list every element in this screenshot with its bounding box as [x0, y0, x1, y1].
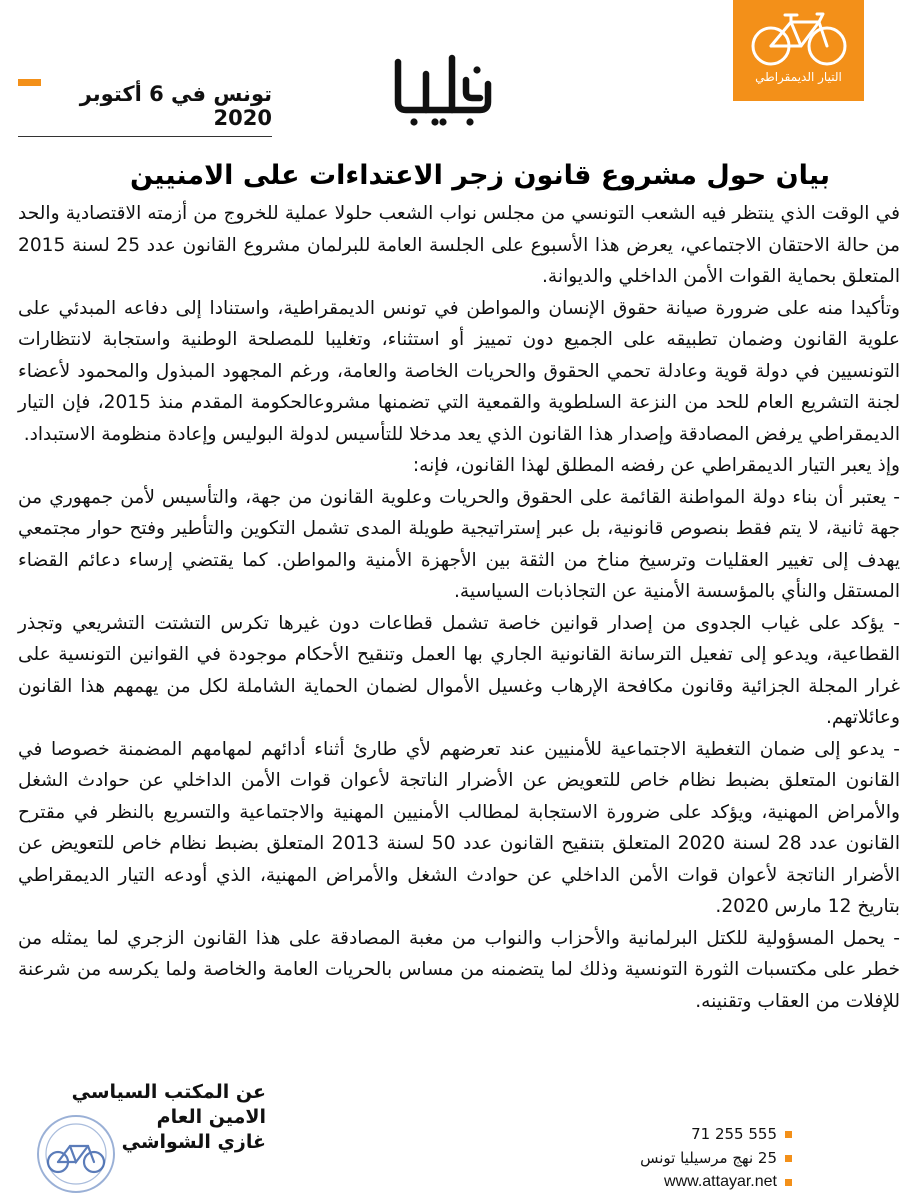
signature-role: الامين العام [156, 1106, 266, 1128]
website-link[interactable]: www.attayar.net [664, 1173, 777, 1190]
party-logo [733, 0, 864, 101]
address-text: 25 نهج مرسيليا تونس [640, 1149, 777, 1167]
contact-address [560, 1146, 792, 1170]
paragraph-point-4: - يحمل المسؤولية للكتل البرلمانية والأحزاب والنواب من مغبة المصادقة على هذا القانون الزجري لما يمثله من خطر على مكتسبات الثورة التونسية وذلك لما يتضمنه من مساس بالحريات العامة والخاصة ولما يكرسه من شرعنة للإفلات من العقاب وتقنينه. [18, 927, 900, 1012]
signature-block [26, 1080, 266, 1155]
phone-number: 71 255 555 [691, 1125, 777, 1143]
page-title: بيان حول مشروع قانون زجر الاعتداءات على الامنيين [130, 160, 830, 191]
paragraph-point-3: - يدعو إلى ضمان التغطية الاجتماعية للأمنيين عند تعرضهم لأي طارئ أثناء أدائهم لمهامهم المضمنة خصوصا في القانون المتعلق بضبط نظام خاص للتعويض عن الأضرار الناتجة لأعوان قوات الأمن الداخلي عن حوادث الشغل والأمراض المهنية، ويؤكد على ضرورة الاستجابة لمطالب الأمنيين المهنية والاجتماعية والتسريع بالنظر في مقترح القانون عدد 28 لسنة 2020 المتعلق بتنقيح القانون عدد 50 لسنة 2013 المتعلق بضبط نظام خاص للتعويض عن الأضرار الناتجة لأعوان قوات الأمن الداخلي عن حوادث الشغل والأمراض المهنية، الذي أودعه التيار الديمقراطي بتاريخ 12 مارس 2020. [18, 738, 900, 917]
statement-title-logo [388, 40, 498, 130]
signature-office: عن المكتب السياسي [71, 1081, 266, 1103]
contact-website [560, 1170, 792, 1194]
date-line: تونس في 6 أكتوبر 2020 [18, 82, 272, 137]
paragraph-position: وتأكيدا منه على ضرورة صيانة حقوق الإنسان والمواطن في تونس الديمقراطية، واستنادا إلى دفاعه المبدئي على علوية القانون وضمان تطبيقه على الجميع دون تمييز أو استثناء، وتغليبا للمصلحة الوطنية واستجابة لانتظارات التونسيين في دولة قوية وعادلة تحمي الحقوق والحريات الخاصة والعامة، ورغم المجهود المبذول والمحمود لأعضاء لجنة التشريع العام للحد من النزعة السلطوية والقمعية التي تضمنها مشروعالحكومة المقدم منذ 2015، فإن التيار الديمقراطي يرفض المصادقة وإصدار هذا القانون الذي يعد مدخلا للتأسيس لدولة البوليس وإعادة منظومة الاستبداد. [18, 297, 900, 445]
paragraph-intro: في الوقت الذي ينتظر فيه الشعب التونسي من مجلس نواب الشعب حلولا عملية للخروج من أزمته الاقتصادية والحد من حالة الاحتقان الاجتماعي، يعرض هذا الأسبوع على الجلسة العامة للبرلمان مشروع القانون عدد 25 لسنة 2015 المتعلق بحماية القوات الأمن الداخلي والديوانة. [18, 203, 900, 287]
contact-phone [560, 1122, 792, 1146]
bullet-icon [785, 1179, 792, 1186]
bullet-icon [785, 1155, 792, 1162]
statement-body [18, 198, 900, 1017]
contact-info [560, 1122, 792, 1194]
signature-name: غازي الشواشي [121, 1131, 266, 1153]
bullet-icon [785, 1131, 792, 1138]
paragraph-point-2: - يؤكد على غياب الجدوى من إصدار قوانين خاصة تشمل قطاعات دون غيرها تكرس التشتت التشريعي وتجذر القطاعية، ويدعو إلى تفعيل الترسانة القانونية الجاري بها العمل وتنقيح الأحكام موجودة في القوانين التونسية على غرار المجلة الجزائية وقانون مكافحة الإرهاب وغسيل الأموال لضمان الحماية الشاملة لكل من يهمهم هذا القانون وعائلاتهم. [18, 612, 900, 728]
paragraph-point-1: - يعتبر أن بناء دولة المواطنة القائمة على الحقوق والحريات وعلوية القانون من جهة، والتأسيس لأمن جمهوري من جهة ثانية، لا يتم فقط بنصوص قانونية، بل عبر إستراتيجية طويلة المدى تشمل التكوين والتأطير وفتح حوار مجتمعي يهدف إلى تغيير العقليات وترسيخ مناخ من الثقة بين الأجهزة الأمنية والمواطن. كما يقتضي إرساء دعائم القضاء المستقل والنأي بالمؤسسة الأمنية عن التجاذبات السياسية. [18, 486, 900, 602]
bicycle-icon [749, 6, 849, 68]
logo-text: التيار الديمقراطي [755, 70, 842, 84]
paragraph-lead: وإذ يعبر التيار الديمقراطي عن رفضه المطلق لهذا القانون، فإنه: [412, 455, 900, 476]
